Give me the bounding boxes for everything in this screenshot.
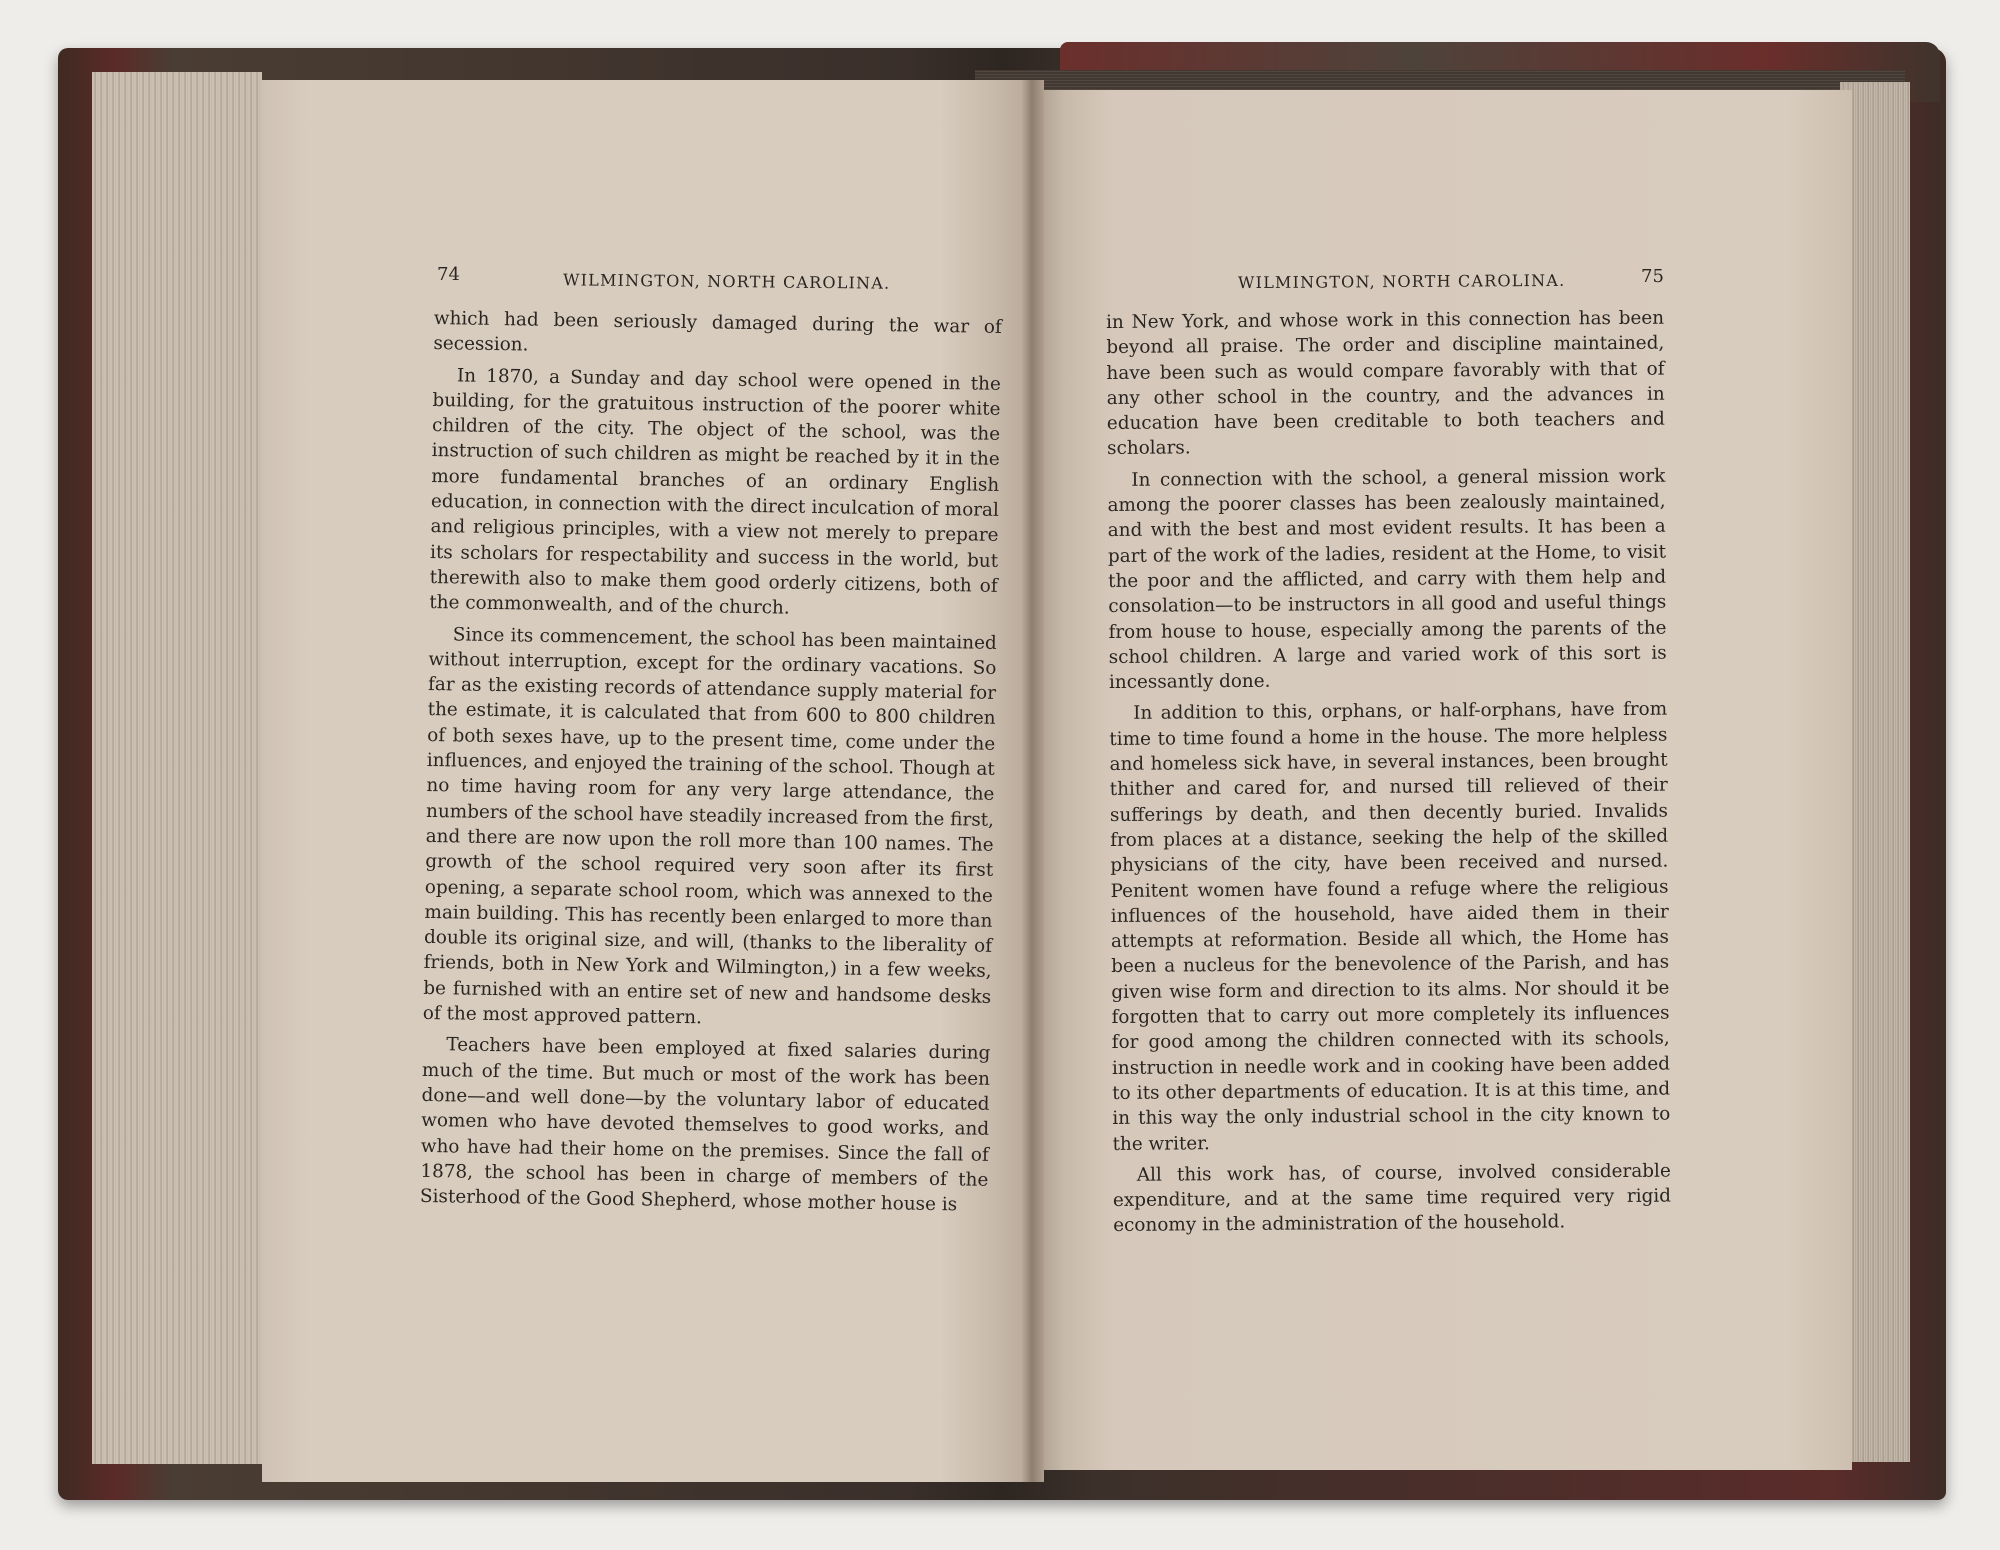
- right-paragraph-1: in New York, and whose work in this connection has been beyond all praise. The order and discipline maintained, have been such as would compare favorably with that of any other school in the country, and the advances in education have been creditable to both teachers and scholars.: [1106, 307, 1665, 460]
- right-page-text: [1106, 306, 1671, 1245]
- left-page-number: 74: [437, 264, 460, 285]
- left-page-text: [420, 306, 1002, 1224]
- left-running-head: WILMINGTON, NORTH CAROLINA.: [562, 270, 891, 293]
- book-gutter: [1022, 80, 1044, 1482]
- right-paragraph-4: All this work has, of course, involved considerable expenditure, and at the same time required very rigid economy in the administration of the household.: [1112, 1160, 1672, 1237]
- left-paragraph-4: Teachers have been employed at fixed salaries during much of the time. But much or most of the work has been done—and well done—by the voluntary labor of educated women who have devoted themselves to good works, and who have had their home on the premises. Since the fall of 1878, the school has been in charge of members of the Sisterhood of the Good Shepherd, whose mother house is: [419, 1034, 991, 1216]
- right-paragraph-2: In connection with the school, a general mission work among the poorer classes has been zealously maintained, and with the best and most evident results. It has been a part of the work of the ladies, resident at the Home, to visit the poor and the afflicted, and carry with them help and consolation—to be instructors in all good and useful things from house to house, especially among the parents of the school children. A large and varied work of this sort is incessantly done.: [1107, 465, 1667, 694]
- right-running-head: WILMINGTON, NORTH CAROLINA.: [1237, 270, 1566, 293]
- left-paragraph-1: which had been seriously damaged during the war of secession.: [433, 307, 1002, 356]
- left-paragraph-3: Since its commencement, the school has been maintained without interruption, except for the ordinary vacations. So far as the existing records of attendance supply material for the estimate, it is calculated that from 600 to 800 children of both sexes have, up to the present time, come under the influences, and enjoyed the training of the school. Though at no time having room for any very large attendance, the numbers of the school have steadily increased from the first, and there are now upon the roll more than 100 names. The growth of the school required very soon after its first opening, a separate school room, which was annexed to the main building. This has recently been enlarged to more than double its original size, and will, (thanks to the liberality of friends, both in New York and Wilmington,) in a few weeks, be furnished with an entire set of new and handsome desks of the most approved pattern.: [422, 623, 997, 1029]
- right-page-number: 75: [1641, 266, 1664, 287]
- left-paragraph-2: In 1870, a Sunday and day school were opened in the building, for the gratuitous instruction of the poorer white children of the city. The object of the school, was the instruction of such children as might be reached by it in the more fundamental branches of an ordinary English education, in connection with the direct inculcation of moral and religious principles, with a view not merely to prepare its scholars for respectability and success in the world, but therewith also to make them good orderly citizens, both of the commonwealth, and of the church.: [429, 364, 1002, 619]
- right-paragraph-3: In addition to this, orphans, or half-orphans, have from time to time found a home in the house. The more helpless and homeless sick have, in several instances, been brought thither and cared for, and nursed till relieved of their sufferings by death, and then decently buried. Invalids from places at a distance, seeking the help of the skilled physicians of the city, have been received and nursed. Penitent women have found a refuge where the religious influences of the household, have aided them in their attempts at reformation. Beside all which, the Home has been a nucleus for the benevolence of the Parish, and has given wise form and direction to its alms. Nor should it be forgotten that to carry out more completely its influences for good among the children connected with its schools, instruction in needle work and in cooking have been added to its other departments of education. It is at this time, and in this way the only industrial school in the city known to the writer.: [1109, 699, 1671, 1155]
- left-page-block-edges: [92, 72, 262, 1464]
